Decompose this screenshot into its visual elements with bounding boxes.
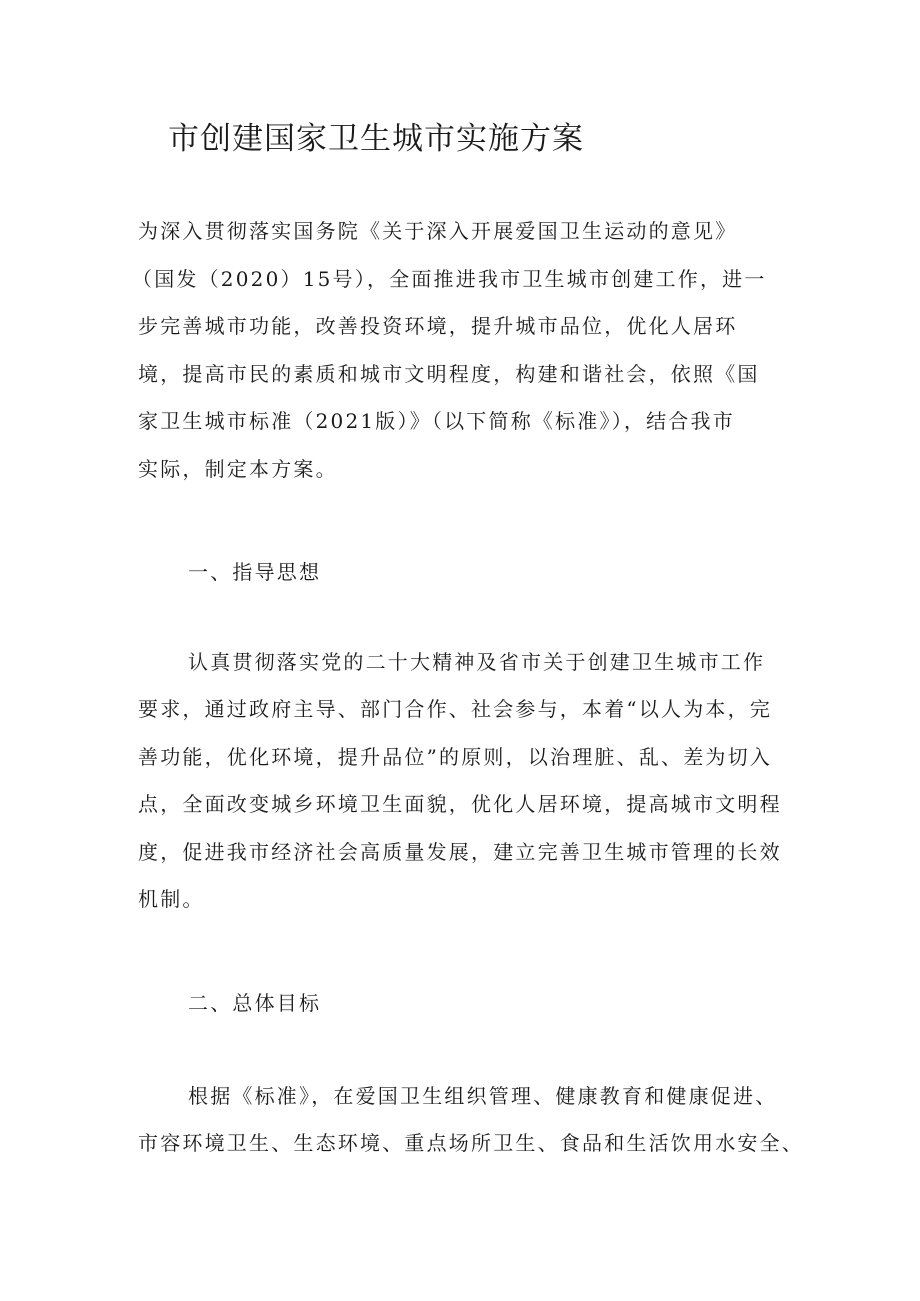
- document-title: 市创建国家卫生城市实施方案: [168, 121, 584, 157]
- section1-line: 善功能，优化环境，提升品位”的原则，以治理脏、乱、差为切入: [138, 745, 773, 769]
- intro-line: 家卫生城市标准（2021版）》（以下简称《标准》），结合我市: [138, 409, 735, 433]
- section1-line: 机制。: [138, 887, 205, 911]
- intro-line: 步完善城市功能，改善投资环境，提升城市品位，优化人居环: [138, 314, 738, 338]
- section1-line: 认真贯彻落实党的二十大精神及省市关于创建卫生城市工作: [188, 650, 766, 674]
- section1-line: 点，全面改变城乡环境卫生面貌，优化人居环境，提高城市文明程: [138, 792, 782, 816]
- section1-line: 要求，通过政府主导、部门合作、社会参与，本着“以人为本，完: [138, 697, 773, 721]
- section2-line: 根据《标准》，在爱国卫生组织管理、健康教育和健康促进、: [188, 1084, 778, 1108]
- section1-line: 度，促进我市经济社会高质量发展，建立完善卫生城市管理的长效: [138, 840, 782, 864]
- intro-line: 为深入贯彻落实国务院《关于深入开展爱国卫生运动的意见》: [138, 219, 738, 243]
- intro-line: 境，提高市民的素质和城市文明程度，构建和谐社会，依照《国: [138, 362, 760, 386]
- intro-line: （国发（2020）15号），全面推进我市卫生城市创建工作，进一: [132, 267, 767, 291]
- section-heading-guiding-ideology: 一、指导思想: [188, 560, 322, 584]
- section2-line: 市容环境卫生、生态环境、重点场所卫生、食品和生活饮用水安全、: [138, 1131, 804, 1155]
- intro-line: 实际，制定本方案。: [138, 457, 338, 481]
- section-heading-overall-goal: 二、总体目标: [188, 991, 322, 1015]
